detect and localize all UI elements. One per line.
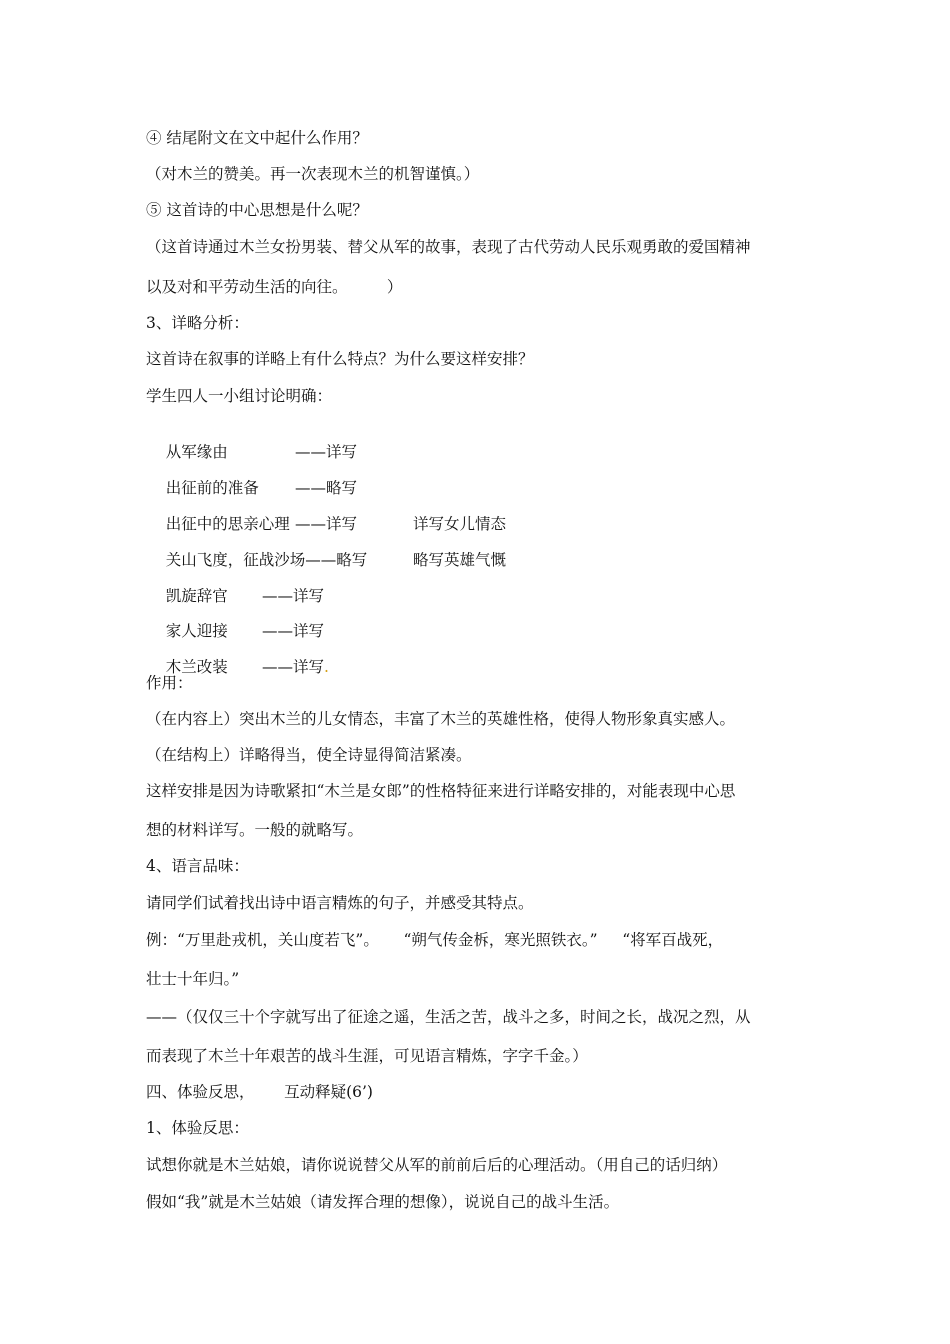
row-mark: ——详写 [295, 515, 358, 533]
row-note: 详写女儿情态 [413, 515, 507, 533]
section-3-discussion: 学生四人一小组讨论明确： [146, 387, 333, 405]
analysis-line-2: 而表现了木兰十年艰苦的战斗生涯，可见语言精炼，字字千金。） [146, 1047, 588, 1065]
section-3-heading: 3、详略分析： [146, 314, 249, 332]
example-line-1: 例：“万里赴戎机，关山度若飞”。 “朔气传金柝，寒光照铁衣。” “将军百战死， [146, 931, 724, 949]
task-2: 假如“我”就是木兰姑娘（请发挥合理的想像），说说自己的战斗生活。 [146, 1193, 620, 1211]
question-5-answer-line-2: 以及对和平劳动生活的向往。 ） [146, 278, 403, 296]
example-line-2: 壮士十年归。” [146, 970, 240, 988]
row-mark: ——详写 [295, 443, 358, 461]
question-5-answer-line-1: （这首诗通过木兰女扮男装、替父从军的故事，表现了古代劳动人民乐观勇敢的爱国精神 [146, 238, 751, 256]
section-4-heading: 4、语言品味： [146, 857, 249, 875]
question-4-answer: （对木兰的赞美。再一次表现木兰的机智谨慎。） [146, 165, 480, 183]
reason-line-1: 这样安排是因为诗歌紧扣“木兰是女郎”的性格特征来进行详略安排的，对能表现中心思 [146, 782, 736, 800]
analysis-line-1: ——（仅仅三十个字就写出了征途之遥，生活之苦，战斗之多，时间之长，战况之烈，从 [146, 1008, 751, 1026]
row-mark: ——略写 [295, 479, 358, 497]
row-label: 出征中的思亲心理 [165, 515, 290, 533]
effect-content: （在内容上）突出木兰的儿女情态，丰富了木兰的英雄性格，使得人物形象真实感人。 [146, 710, 736, 728]
part-4-subheading: 1、体验反思： [146, 1119, 249, 1137]
row-label: 出征前的准备 [165, 479, 259, 497]
effect-label: 作用： [146, 674, 193, 692]
section-3-question: 这首诗在叙事的详略上有什么特点？为什么要这样安排？ [146, 350, 534, 368]
row-label: 家人迎接 [165, 622, 228, 640]
reason-line-2: 想的材料详写。一般的就略写。 [146, 821, 364, 839]
row-label: 从军缘由 [165, 443, 228, 461]
question-4: ④ 结尾附文在文中起什么作用？ [146, 129, 368, 147]
row-label: 关山飞度，征战沙场 [165, 551, 306, 569]
row-mark: ——详写 [262, 587, 325, 605]
row-note: 略写英雄气慨 [413, 551, 507, 569]
row-mark: ——详写 [262, 658, 325, 676]
question-5: ⑤ 这首诗的中心思想是什么呢？ [146, 201, 368, 219]
row-label: 凯旋辞官 [165, 587, 228, 605]
highlight-mark: . [324, 658, 329, 676]
section-4-instruction: 请同学们试着找出诗中语言精炼的句子，并感受其特点。 [146, 894, 534, 912]
row-label: 木兰改装 [165, 658, 228, 676]
effect-structure: （在结构上）详略得当，使全诗显得简洁紧凑。 [146, 746, 472, 764]
row-mark: ——详写 [262, 622, 325, 640]
row-mark: ——略写 [305, 551, 368, 569]
part-4-heading: 四、体验反思， 互动释疑(6’) [146, 1083, 373, 1101]
task-1: 试想你就是木兰姑娘，请你说说替父从军的前前后后的心理活动。（用自己的话归纳） [146, 1156, 728, 1174]
